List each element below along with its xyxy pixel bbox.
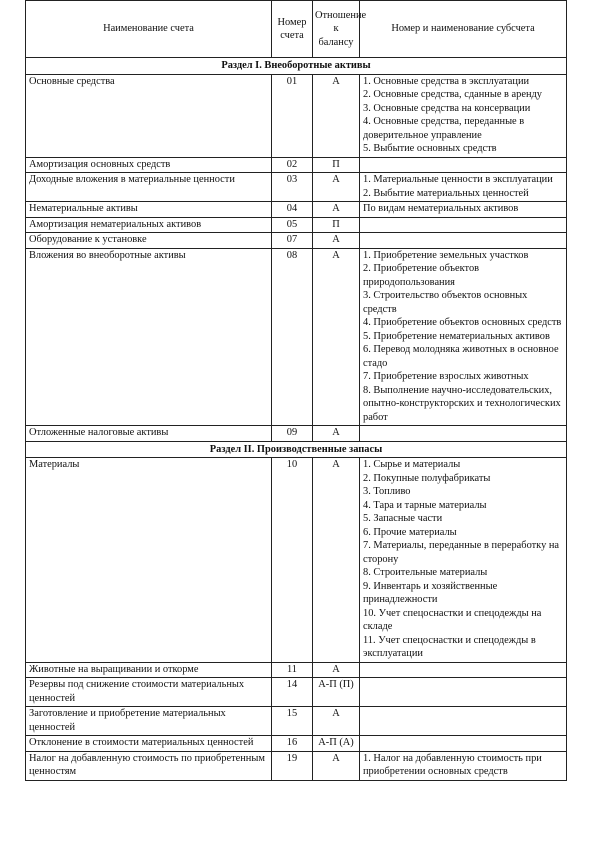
table-row bbox=[26, 233, 567, 249]
table-row bbox=[26, 157, 567, 173]
subaccount-item: 4. Тара и тарные материалы bbox=[363, 499, 487, 511]
subaccount-item: 5. Запасные части bbox=[363, 513, 443, 524]
balance-relation-cell: А bbox=[313, 426, 360, 442]
account-name-cell: Вложения во внеоборотные активы bbox=[26, 248, 272, 426]
chart-of-accounts bbox=[25, 0, 566, 781]
table-row bbox=[26, 458, 567, 663]
subaccount-item: 2. Выбытие материальных ценностей bbox=[363, 187, 529, 199]
subaccount-item: 8. Выполнение научно-исследовательских, опытно-конструкторских и технологических работ bbox=[363, 384, 561, 423]
subaccount-item: 2. Основные средства, сданные в аренду bbox=[363, 89, 543, 100]
subaccounts-cell bbox=[360, 458, 567, 663]
accounts-table-body bbox=[26, 58, 567, 781]
balance-relation-cell: А-П (П) bbox=[313, 678, 360, 707]
account-number-cell: 03 bbox=[272, 173, 313, 202]
account-name-cell: Резервы под снижение стоимости материальных ценностей bbox=[26, 678, 272, 707]
subaccount-item: 1. Налог на добавленную стоимость при приобретении основных средств bbox=[363, 752, 542, 777]
section-title: Раздел I. Внеоборотные активы bbox=[26, 58, 567, 75]
subaccounts-cell bbox=[360, 217, 567, 233]
subaccount-item: 6. Прочие материалы bbox=[363, 526, 457, 538]
subaccount-item: 2. Приобретение объектов природопользования bbox=[363, 263, 480, 288]
account-number-cell: 02 bbox=[272, 157, 313, 173]
subaccounts-cell bbox=[360, 157, 567, 173]
table-row bbox=[26, 707, 567, 736]
subaccounts-cell bbox=[360, 173, 567, 202]
subaccount-item: 1. Сырье и материалы bbox=[363, 459, 461, 470]
table-row bbox=[26, 202, 567, 218]
subaccounts-cell bbox=[360, 233, 567, 249]
subaccounts-cell bbox=[360, 662, 567, 678]
section-row bbox=[26, 58, 567, 75]
balance-relation-cell: А-П (А) bbox=[313, 736, 360, 752]
subaccount-item: 3. Топливо bbox=[363, 486, 411, 497]
balance-relation-cell: А bbox=[313, 751, 360, 780]
account-name-cell: Налог на добавленную стоимость по приобретенным ценностям bbox=[26, 751, 272, 780]
balance-relation-cell: П bbox=[313, 217, 360, 233]
balance-relation-cell: А bbox=[313, 233, 360, 249]
account-name-cell: Оборудование к установке bbox=[26, 233, 272, 249]
subaccount-item: 1. Приобретение земельных участков bbox=[363, 249, 529, 261]
balance-relation-cell: А bbox=[313, 173, 360, 202]
subaccounts-cell bbox=[360, 248, 567, 426]
table-row bbox=[26, 662, 567, 678]
account-name-cell: Нематериальные активы bbox=[26, 202, 272, 218]
account-number-cell: 11 bbox=[272, 662, 313, 678]
account-name-cell: Материалы bbox=[26, 458, 272, 663]
subaccount-item: 5. Выбытие основных средств bbox=[363, 143, 497, 154]
section-row bbox=[26, 441, 567, 458]
account-name-cell: Амортизация основных средств bbox=[26, 157, 272, 173]
balance-relation-cell: А bbox=[313, 248, 360, 426]
table-row bbox=[26, 678, 567, 707]
section-title: Раздел II. Производственные запасы bbox=[26, 441, 567, 458]
account-name-cell: Амортизация нематериальных активов bbox=[26, 217, 272, 233]
subaccount-item: 5. Приобретение нематериальных активов bbox=[363, 330, 550, 342]
account-number-cell: 07 bbox=[272, 233, 313, 249]
account-name-cell: Доходные вложения в материальные ценности bbox=[26, 173, 272, 202]
account-name-cell: Отклонение в стоимости материальных ценностей bbox=[26, 736, 272, 752]
subaccounts-cell bbox=[360, 426, 567, 442]
account-number-cell: 10 bbox=[272, 458, 313, 663]
header-subaccounts: Номер и наименование субсчета bbox=[360, 1, 567, 58]
subaccount-item: 10. Учет спецоснастки и спецодежды на складе bbox=[363, 607, 542, 632]
balance-relation-cell: А bbox=[313, 458, 360, 663]
subaccount-item: 1. Материальные ценности в эксплуатации bbox=[363, 174, 553, 185]
header-account-number: Номер счета bbox=[272, 1, 313, 58]
header-account-name: Наименование счета bbox=[26, 1, 272, 58]
account-name-cell: Заготовление и приобретение материальных ценностей bbox=[26, 707, 272, 736]
subaccounts-cell bbox=[360, 736, 567, 752]
balance-relation-cell: А bbox=[313, 202, 360, 218]
account-number-cell: 19 bbox=[272, 751, 313, 780]
subaccount-item: 7. Приобретение взрослых животных bbox=[363, 371, 529, 382]
subaccount-item: 3. Строительство объектов основных средств bbox=[363, 290, 528, 315]
subaccount-item: По видам нематериальных активов bbox=[363, 203, 519, 214]
table-row bbox=[26, 426, 567, 442]
header-balance-relation: Отношение к балансу bbox=[313, 1, 360, 58]
account-number-cell: 05 bbox=[272, 217, 313, 233]
subaccounts-cell bbox=[360, 678, 567, 707]
subaccount-item: 4. Основные средства, переданные в доверительное управление bbox=[363, 116, 525, 141]
subaccount-item: 11. Учет спецоснастки и спецодежды в эксплуатации bbox=[363, 634, 536, 659]
account-number-cell: 08 bbox=[272, 248, 313, 426]
table-row bbox=[26, 248, 567, 426]
table-row bbox=[26, 736, 567, 752]
balance-relation-cell: А bbox=[313, 74, 360, 157]
account-number-cell: 01 bbox=[272, 74, 313, 157]
accounts-table bbox=[25, 0, 567, 781]
subaccounts-cell bbox=[360, 202, 567, 218]
table-row bbox=[26, 751, 567, 780]
subaccount-item: 7. Материалы, переданные в переработку на сторону bbox=[363, 540, 560, 565]
account-number-cell: 15 bbox=[272, 707, 313, 736]
subaccount-item: 9. Инвентарь и хозяйственные принадлежности bbox=[363, 580, 498, 605]
account-number-cell: 16 bbox=[272, 736, 313, 752]
balance-relation-cell: А bbox=[313, 662, 360, 678]
table-row bbox=[26, 173, 567, 202]
subaccounts-cell bbox=[360, 707, 567, 736]
subaccount-item: 6. Перевод молодняка животных в основное стадо bbox=[363, 344, 559, 369]
subaccounts-cell bbox=[360, 74, 567, 157]
table-row bbox=[26, 74, 567, 157]
subaccount-item: 3. Основные средства на консервации bbox=[363, 102, 531, 114]
account-number-cell: 04 bbox=[272, 202, 313, 218]
subaccount-item: 4. Приобретение объектов основных средств bbox=[363, 317, 562, 328]
subaccount-item: 2. Покупные полуфабрикаты bbox=[363, 472, 491, 484]
table-header-row bbox=[26, 1, 567, 58]
balance-relation-cell: А bbox=[313, 707, 360, 736]
account-number-cell: 14 bbox=[272, 678, 313, 707]
table-row bbox=[26, 217, 567, 233]
account-name-cell: Животные на выращивании и откорме bbox=[26, 662, 272, 678]
subaccount-item: 1. Основные средства в эксплуатации bbox=[363, 75, 530, 87]
account-name-cell: Основные средства bbox=[26, 74, 272, 157]
balance-relation-cell: П bbox=[313, 157, 360, 173]
account-name-cell: Отложенные налоговые активы bbox=[26, 426, 272, 442]
subaccounts-cell bbox=[360, 751, 567, 780]
subaccount-item: 8. Строительные материалы bbox=[363, 567, 488, 578]
account-number-cell: 09 bbox=[272, 426, 313, 442]
